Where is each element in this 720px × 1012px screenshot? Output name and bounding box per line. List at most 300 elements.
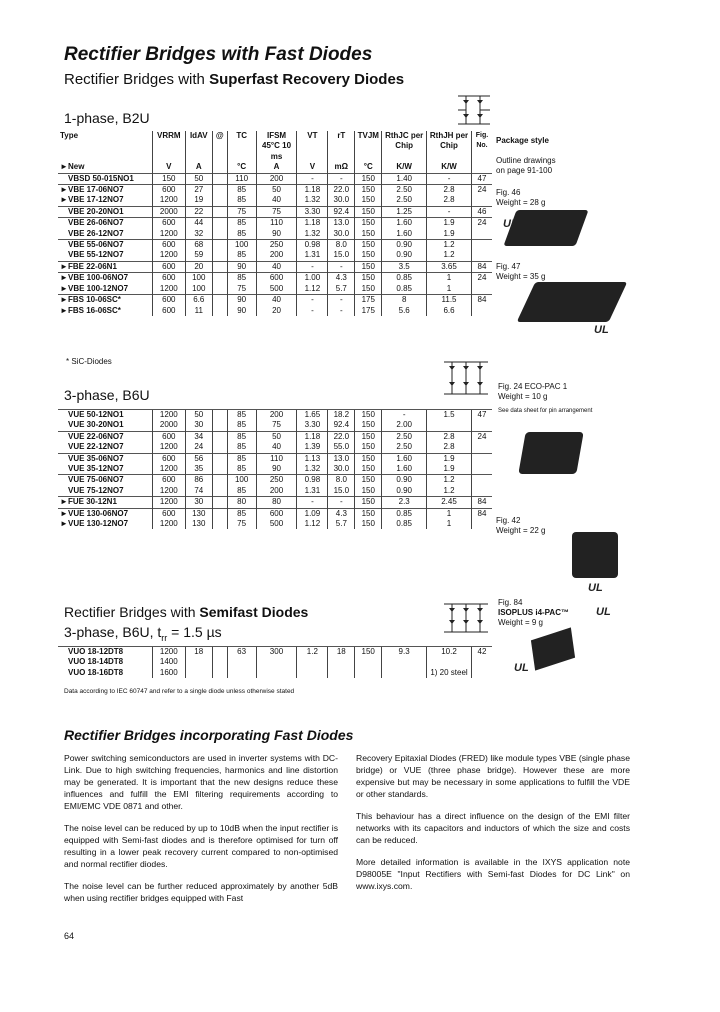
table-row — [58, 195, 492, 206]
cell-vt — [297, 668, 328, 678]
cell-i — [185, 657, 212, 667]
cell-tvj: 150 — [355, 410, 382, 421]
cell-v: 1200 — [152, 284, 185, 295]
cell-spacer — [212, 486, 227, 497]
cell-t: 85 — [227, 464, 256, 475]
table-row — [58, 453, 492, 464]
cell-fig — [471, 657, 492, 667]
cell-rjc: 2.3 — [382, 497, 427, 508]
table-row — [58, 442, 492, 453]
pin-arrangement-note: See data sheet for pin arrangement — [498, 408, 593, 414]
cell-rjc: 0.90 — [382, 486, 427, 497]
cell-type: ►FUE 30-12N1 — [58, 497, 152, 508]
cell-v: 1200 — [152, 229, 185, 240]
cell-type: VUE 75-12NO7 — [68, 485, 124, 495]
cell-ifsm: 200 — [256, 173, 297, 184]
cell-spacer — [212, 173, 227, 184]
cell-t: 90 — [227, 306, 256, 316]
cell-ifsm: 300 — [256, 647, 297, 658]
table-row — [58, 647, 492, 658]
cell-t: 80 — [227, 497, 256, 508]
fig24-caption: Fig. 24 ECO-PAC 1 Weight = 10 g — [498, 382, 568, 401]
cell-spacer — [212, 647, 227, 658]
table-row — [58, 464, 492, 475]
cell-rjh: 2.8 — [427, 431, 472, 442]
cell-vt: 1.18 — [297, 431, 328, 442]
table-row — [58, 508, 492, 519]
fig42-module-image — [572, 532, 618, 578]
cell-vt: 1.18 — [297, 185, 328, 196]
cell-rjh: 1 — [427, 508, 472, 519]
b2u-circuit-diagram — [454, 92, 494, 128]
fig24-module-image — [518, 432, 583, 474]
cell-fig — [471, 475, 492, 486]
cell-i: 20 — [185, 261, 212, 272]
fig47-module-image — [517, 282, 628, 322]
cell-t: 85 — [227, 431, 256, 442]
cell-fig — [471, 240, 492, 251]
cell-t: 63 — [227, 647, 256, 658]
cell-type: ►FBE 22-06N1 — [58, 261, 152, 272]
cell-v: 1200 — [152, 464, 185, 475]
cell-t: 85 — [227, 229, 256, 240]
cell-type: VBE 20-20NO1 — [58, 206, 152, 217]
cell-t: 90 — [227, 261, 256, 272]
cell-tvj: 150 — [355, 218, 382, 229]
cell-fig: 84 — [471, 497, 492, 508]
cell-vt: 1.32 — [297, 229, 328, 240]
cell-fig: 24 — [471, 273, 492, 284]
cell-rjc: 0.85 — [382, 284, 427, 295]
table-row — [58, 261, 492, 272]
cell-rjc: 2.50 — [382, 195, 427, 206]
cell-vt: 1.32 — [297, 195, 328, 206]
cell-t: 85 — [227, 273, 256, 284]
cell-i: 19 — [185, 195, 212, 206]
cell-spacer — [212, 218, 227, 229]
cell-i: 56 — [185, 453, 212, 464]
cell-type: VUO 18-12DT8 — [58, 647, 152, 658]
page-title: Rectifier Bridges with Fast Diodes — [64, 44, 373, 65]
cell-rjh: 2.8 — [427, 195, 472, 206]
cell-i: 11 — [185, 306, 212, 316]
cell-v: 600 — [152, 306, 185, 316]
table-row — [58, 206, 492, 217]
cell-ifsm: 600 — [256, 273, 297, 284]
cell-t: 85 — [227, 195, 256, 206]
cell-tvj: 175 — [355, 295, 382, 306]
cell-rjc: 1.25 — [382, 206, 427, 217]
cell-i: 86 — [185, 475, 212, 486]
cell-ifsm: 250 — [256, 240, 297, 251]
cell-t: 75 — [227, 519, 256, 529]
cell-i: 6.6 — [185, 295, 212, 306]
cell-spacer — [212, 295, 227, 306]
b6u-table-body — [58, 410, 492, 530]
table-row — [58, 410, 492, 421]
cell-rjh: 2.45 — [427, 497, 472, 508]
cell-spacer — [212, 284, 227, 295]
cell-v: 1400 — [152, 657, 185, 667]
cell-spacer — [212, 185, 227, 196]
cell-i: 35 — [185, 464, 212, 475]
cell-spacer — [212, 410, 227, 421]
cell-tvj: 150 — [355, 464, 382, 475]
cell-rjc: 1.60 — [382, 229, 427, 240]
cell-rt: 92.4 — [328, 206, 355, 217]
cell-type: VUO 18-14DT8 — [68, 657, 124, 667]
cell-i — [185, 668, 212, 678]
semifast-table — [58, 646, 492, 678]
cell-rjh: 1.2 — [427, 475, 472, 486]
cell-i: 44 — [185, 218, 212, 229]
cell-t: 75 — [227, 284, 256, 295]
cell-vt: 1.12 — [297, 284, 328, 295]
cell-tvj — [355, 668, 382, 678]
cell-i: 30 — [185, 420, 212, 431]
cell-i: 130 — [185, 519, 212, 529]
cell-v: 600 — [152, 508, 185, 519]
cell-spacer — [212, 497, 227, 508]
semifast-heading: Rectifier Bridges with Semifast Diodes — [64, 604, 309, 620]
cell-type: VBE 55-12NO7 — [68, 250, 124, 260]
cell-v: 600 — [152, 240, 185, 251]
cell-type: VBE 26-12NO7 — [68, 228, 124, 238]
cell-vt: - — [297, 261, 328, 272]
cell-fig — [471, 668, 492, 678]
table-header-row: Type VRRM IdAV @ TC IFSM 45°C 10 ms VT rT TVJM RthJC per Chip RthJH per Chip Fig. No. — [58, 131, 492, 162]
article-left-column: Power switching semiconductors are used in inverter systems with DC-Link. Due to high switching frequencies, harmonics and line distortion may be generated. It is important that the new designs reduce these influences and fulfill the EMI filtering requirements according to EMI/EMC VDE 0871 and other. The noise level can be reduced by up to 10dB when the input rectifier is equipped with Semi-fast diodes and is therefore optimised for turn off resulting in a lower peak recovery current compared to non-optimised and normal rectifier diodes. The noise level can be further reduced approximately by another 5dB when using rectifier bridges equipped with Fast — [64, 753, 338, 903]
cell-spacer — [212, 508, 227, 519]
cell-rjc: 5.6 — [382, 306, 427, 316]
cell-type: VUE 35-12NO7 — [68, 464, 124, 474]
cell-tvj: 150 — [355, 229, 382, 240]
cell-rjh: 1.2 — [427, 486, 472, 497]
cell-fig: 24 — [471, 431, 492, 442]
table-row — [58, 173, 492, 184]
cell-rt: 13.0 — [328, 218, 355, 229]
cell-i: 100 — [185, 273, 212, 284]
cell-vt: 1.39 — [297, 442, 328, 453]
cell-type: VBE 26-06NO7 — [58, 218, 152, 229]
cell-spacer — [212, 420, 227, 431]
cell-i: 68 — [185, 240, 212, 251]
b6u-heading: 3-phase, B6U — [64, 387, 150, 403]
cell-rjh: 1 — [427, 273, 472, 284]
cell-i: 59 — [185, 250, 212, 261]
cell-rt: - — [328, 306, 355, 316]
cell-t: 85 — [227, 410, 256, 421]
table-row — [58, 250, 492, 261]
cell-rt: 13.0 — [328, 453, 355, 464]
table-row — [58, 284, 492, 295]
cell-v: 1200 — [152, 486, 185, 497]
table-row — [58, 486, 492, 497]
cell-t: 100 — [227, 240, 256, 251]
cell-v: 1200 — [152, 497, 185, 508]
b2u-package-info: Package style Outline drawings on page 91-100 — [496, 136, 556, 175]
cell-tvj: 150 — [355, 185, 382, 196]
cell-type: ►VUE 130-06NO7 — [58, 508, 152, 519]
cell-fig — [471, 464, 492, 475]
fig42-caption: Fig. 42 Weight = 22 g — [496, 516, 546, 535]
cell-tvj: 150 — [355, 273, 382, 284]
cell-rt: 5.7 — [328, 284, 355, 295]
cell-tvj: 150 — [355, 519, 382, 529]
cell-tvj: 150 — [355, 486, 382, 497]
cell-fig — [471, 519, 492, 529]
cell-fig: 42 — [471, 647, 492, 658]
cell-tvj: 150 — [355, 442, 382, 453]
cell-spacer — [212, 229, 227, 240]
cell-v: 600 — [152, 185, 185, 196]
cell-type: VUE 22-12NO7 — [68, 442, 124, 452]
cell-rt — [328, 668, 355, 678]
cell-t: 75 — [227, 206, 256, 217]
cell-ifsm — [256, 657, 297, 667]
article-title: Rectifier Bridges incorporating Fast Diodes — [64, 727, 354, 743]
cell-i: 27 — [185, 185, 212, 196]
cell-tvj — [355, 657, 382, 667]
cell-v: 2000 — [152, 206, 185, 217]
cell-ifsm: 40 — [256, 295, 297, 306]
cell-rt: 8.0 — [328, 475, 355, 486]
cell-t: 85 — [227, 486, 256, 497]
cell-rjc: 1.40 — [382, 173, 427, 184]
cell-rjc: 2.50 — [382, 431, 427, 442]
cell-vt: 0.98 — [297, 240, 328, 251]
cell-i: 50 — [185, 410, 212, 421]
cell-vt — [297, 657, 328, 667]
table-row — [58, 431, 492, 442]
cell-tvj: 150 — [355, 420, 382, 431]
cell-rjh: 1.9 — [427, 229, 472, 240]
cell-type: VUE 35-06NO7 — [58, 453, 152, 464]
cell-rjh — [427, 657, 472, 667]
cell-rt: 15.0 — [328, 250, 355, 261]
cell-i: 130 — [185, 508, 212, 519]
table-row — [58, 420, 492, 431]
cell-ifsm: 200 — [256, 410, 297, 421]
cell-rjc: 1.60 — [382, 464, 427, 475]
cell-type: ►VBE 17-12NO7 — [60, 195, 124, 205]
cell-v: 600 — [152, 295, 185, 306]
cell-rt: 4.3 — [328, 273, 355, 284]
cell-spacer — [212, 306, 227, 316]
cell-spacer — [212, 206, 227, 217]
cell-rjc: 0.90 — [382, 250, 427, 261]
cell-v: 600 — [152, 218, 185, 229]
cell-spacer — [212, 250, 227, 261]
cell-rt: 18.2 — [328, 410, 355, 421]
cell-type: ►FBS 16-06SC* — [60, 305, 121, 315]
cell-spacer — [212, 261, 227, 272]
cell-rjc: 9.3 — [382, 647, 427, 658]
cell-fig — [471, 442, 492, 453]
cell-spacer — [212, 519, 227, 529]
cell-i: 100 — [185, 284, 212, 295]
cell-vt: - — [297, 295, 328, 306]
cell-v: 600 — [152, 453, 185, 464]
cell-rt: 4.3 — [328, 508, 355, 519]
cell-rjc: 2.00 — [382, 420, 427, 431]
cell-rjh: 1) 20 steel — [427, 668, 472, 678]
cell-vt: 0.98 — [297, 475, 328, 486]
cell-i: 32 — [185, 229, 212, 240]
cell-type: ►VBE 17-06NO7 — [58, 185, 152, 196]
table-row — [58, 306, 492, 316]
cell-ifsm: 80 — [256, 497, 297, 508]
cell-fig — [471, 306, 492, 316]
cell-vt: 1.31 — [297, 486, 328, 497]
cell-v: 1200 — [152, 647, 185, 658]
cell-t: 85 — [227, 250, 256, 261]
cell-vt: - — [297, 173, 328, 184]
page-subtitle: Rectifier Bridges with Superfast Recovery Diodes — [64, 71, 405, 88]
cell-ifsm: 40 — [256, 195, 297, 206]
cell-rjh: 11.5 — [427, 295, 472, 306]
table-row — [58, 519, 492, 529]
cell-rjc: 0.90 — [382, 475, 427, 486]
cell-t: 90 — [227, 295, 256, 306]
cell-t: 85 — [227, 420, 256, 431]
cell-vt: 1.13 — [297, 453, 328, 464]
cell-spacer — [212, 273, 227, 284]
cell-rjc: 8 — [382, 295, 427, 306]
cell-fig: 84 — [471, 508, 492, 519]
cell-spacer — [212, 431, 227, 442]
cell-v: 2000 — [152, 420, 185, 431]
cell-rjc: 2.50 — [382, 185, 427, 196]
table-row — [58, 657, 492, 667]
b2u-table — [58, 131, 492, 316]
cell-rjh: 1.5 — [427, 410, 472, 421]
cell-ifsm: 500 — [256, 284, 297, 295]
table-row — [58, 668, 492, 678]
cell-tvj: 150 — [355, 508, 382, 519]
cell-t: 85 — [227, 218, 256, 229]
cell-rjc — [382, 657, 427, 667]
cell-ifsm: 600 — [256, 508, 297, 519]
cell-ifsm: 500 — [256, 519, 297, 529]
cell-fig: 47 — [471, 410, 492, 421]
cell-rt: 22.0 — [328, 431, 355, 442]
cell-rjc — [382, 668, 427, 678]
cell-t: 85 — [227, 453, 256, 464]
cell-ifsm: 90 — [256, 229, 297, 240]
cell-t: 85 — [227, 508, 256, 519]
cell-spacer — [212, 657, 227, 667]
cell-ifsm: 50 — [256, 431, 297, 442]
cell-rjc: 1.60 — [382, 218, 427, 229]
cell-ifsm: 40 — [256, 442, 297, 453]
b2u-table-body — [58, 173, 492, 316]
cell-vt: - — [297, 306, 328, 316]
cell-rjh: 2.8 — [427, 442, 472, 453]
cell-fig: 24 — [471, 218, 492, 229]
cell-ifsm: 110 — [256, 218, 297, 229]
cell-vt: 3.30 — [297, 420, 328, 431]
semifast-circuit-diagram — [440, 600, 492, 636]
cell-rt: - — [328, 497, 355, 508]
cell-v: 1200 — [152, 519, 185, 529]
cell-rjh: 1.9 — [427, 218, 472, 229]
cell-tvj: 150 — [355, 453, 382, 464]
cell-vt: 1.31 — [297, 250, 328, 261]
cell-ifsm: 110 — [256, 453, 297, 464]
cell-tvj: 150 — [355, 195, 382, 206]
ul-mark: UL — [514, 662, 529, 674]
cell-v: 600 — [152, 431, 185, 442]
ul-mark: UL — [594, 324, 609, 336]
cell-rjh: 2.8 — [427, 185, 472, 196]
cell-vt: 1.2 — [297, 647, 328, 658]
cell-rt: 18 — [328, 647, 355, 658]
cell-rjc: 2.50 — [382, 442, 427, 453]
cell-v: 1600 — [152, 668, 185, 678]
cell-v: 600 — [152, 273, 185, 284]
cell-t: 100 — [227, 475, 256, 486]
cell-rjc: 3.5 — [382, 261, 427, 272]
cell-rjh: 1 — [427, 519, 472, 529]
cell-type: ►VBE 100-12NO7 — [60, 283, 129, 293]
table-row — [58, 497, 492, 508]
ul-mark: UL — [588, 582, 603, 594]
cell-spacer — [212, 195, 227, 206]
fig46-caption: Fig. 46 Weight = 28 g — [496, 188, 546, 207]
cell-rt: - — [328, 295, 355, 306]
cell-fig — [471, 250, 492, 261]
cell-v: 600 — [152, 475, 185, 486]
cell-type: VUE 50-12NO1 — [58, 410, 152, 421]
cell-rt: 55.0 — [328, 442, 355, 453]
cell-ifsm: 20 — [256, 306, 297, 316]
cell-tvj: 150 — [355, 497, 382, 508]
cell-tvj: 150 — [355, 250, 382, 261]
cell-type: VUE 75-06NO7 — [58, 475, 152, 486]
cell-rt: - — [328, 261, 355, 272]
cell-rt: - — [328, 173, 355, 184]
cell-rt: 15.0 — [328, 486, 355, 497]
cell-spacer — [212, 668, 227, 678]
cell-vt: 1.18 — [297, 218, 328, 229]
cell-vt: 1.12 — [297, 519, 328, 529]
cell-fig: 47 — [471, 173, 492, 184]
cell-vt: 3.30 — [297, 206, 328, 217]
cell-i: 74 — [185, 486, 212, 497]
cell-rjh: - — [427, 206, 472, 217]
cell-rjh: 1.9 — [427, 464, 472, 475]
table-row — [58, 240, 492, 251]
cell-rt: 30.0 — [328, 195, 355, 206]
cell-ifsm: 250 — [256, 475, 297, 486]
table-row — [58, 475, 492, 486]
cell-ifsm: 200 — [256, 250, 297, 261]
cell-rt: 92.4 — [328, 420, 355, 431]
cell-fig — [471, 284, 492, 295]
cell-fig: 24 — [471, 185, 492, 196]
cell-tvj: 150 — [355, 475, 382, 486]
cell-rt: 8.0 — [328, 240, 355, 251]
cell-ifsm: 75 — [256, 206, 297, 217]
data-note: Data according to IEC 60747 and refer to a single diode unless otherwise stated — [64, 688, 295, 695]
cell-t — [227, 657, 256, 667]
ul-mark: UL — [503, 218, 518, 230]
cell-tvj: 150 — [355, 240, 382, 251]
cell-vt: - — [297, 497, 328, 508]
cell-spacer — [212, 240, 227, 251]
cell-rt: 22.0 — [328, 185, 355, 196]
